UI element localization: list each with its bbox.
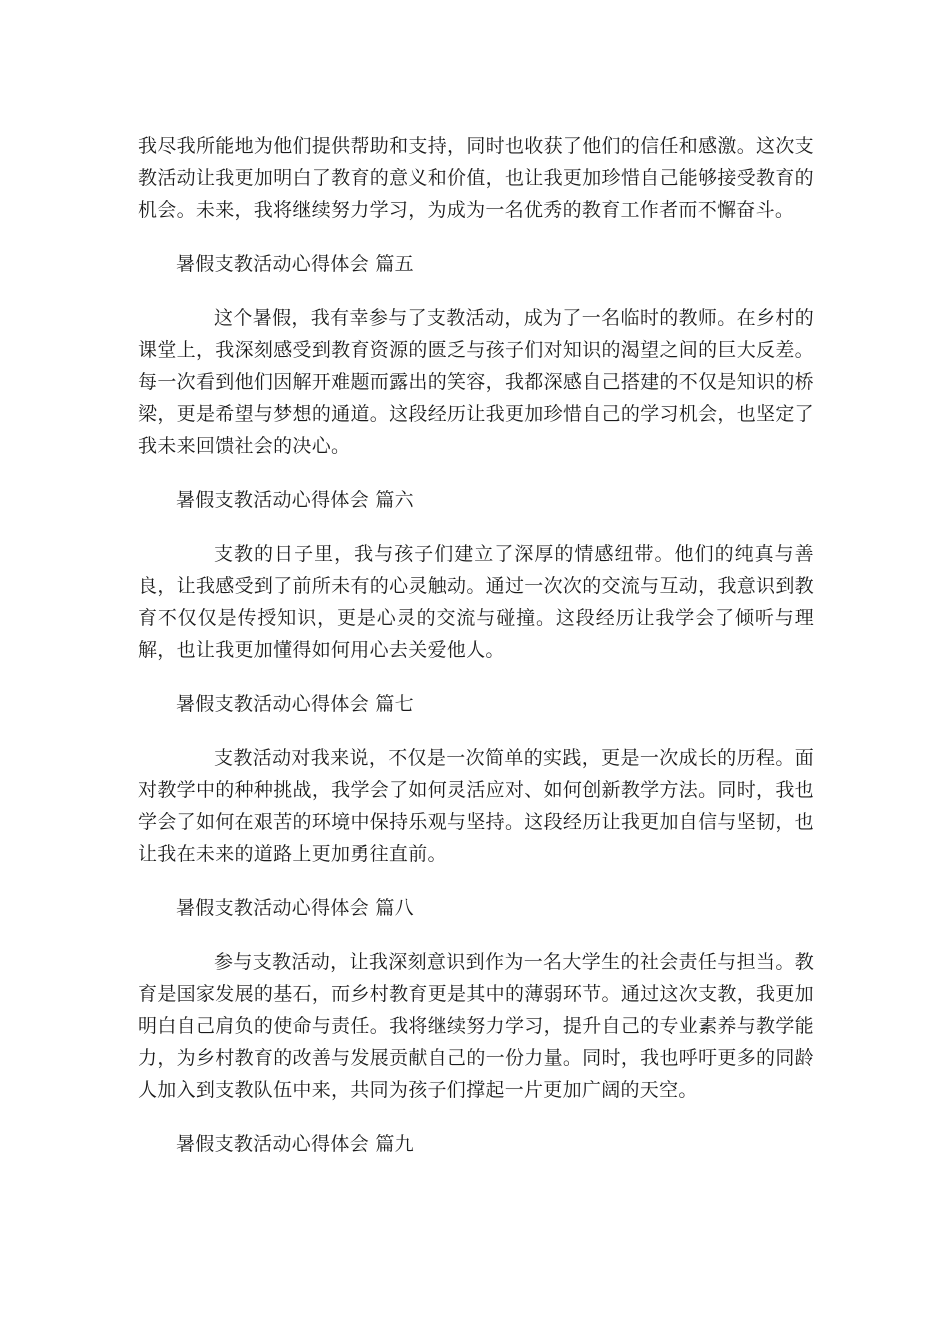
intro-paragraph: 我尽我所能地为他们提供帮助和支持，同时也收获了他们的信任和感激。这次支教活动让我更加明白了教育的意义和价值，也让我更加珍惜自己能够接受教育的机会。未来，我将继续努力学习，为成为一名优秀的教育工作者而不懈奋斗。 — [138, 135, 814, 221]
spacer — [138, 280, 814, 302]
section-body-6: 支教的日子里，我与孩子们建立了深厚的情感纽带。他们的纯真与善良，让我感受到了前所未有的心灵触动。通过一次次的交流与互动，我意识到教育不仅仅是传授知识，更是心灵的交流与碰撞。这段经历让我学会了倾听与理解，也让我更加懂得如何用心去关爱他人。 — [138, 543, 814, 661]
spacer — [138, 226, 814, 248]
section-body-5: 这个暑假，我有幸参与了支教活动，成为了一名临时的教师。在乡村的课堂上，我深刻感受到教育资源的匮乏与孩子们对知识的渴望之间的巨大反差。每一次看到他们因解开难题而露出的笑容，我都深感自己搭建的不仅是知识的桥梁，更是希望与梦想的通道。这段经历让我更加珍惜自己的学习机会，也坚定了我未来回馈社会的决心。 — [138, 307, 814, 457]
section-body-8: 参与支教活动，让我深刻意识到作为一名大学生的社会责任与担当。教育是国家发展的基石，而乡村教育更是其中的薄弱环节。通过这次支教，我更加明白自己肩负的使命与责任。我将继续努力学习，提升自己的专业素养与教学能力，为乡村教育的改善与发展贡献自己的一份力量。同时，我也呼吁更多的同龄人加入到支教队伍中来，共同为孩子们撑起一片更加广阔的天空。 — [138, 951, 814, 1101]
section-heading-9: 暑假支教活动心得体会 篇九 — [176, 1133, 414, 1155]
section-heading-6: 暑假支教活动心得体会 篇六 — [176, 489, 414, 511]
spacer — [138, 1106, 814, 1128]
section-heading-5: 暑假支教活动心得体会 篇五 — [176, 253, 414, 275]
spacer — [138, 924, 814, 946]
spacer — [138, 666, 814, 688]
spacer — [138, 462, 814, 484]
section-body-7: 支教活动对我来说，不仅是一次简单的实践，更是一次成长的历程。面对教学中的种种挑战，我学会了如何灵活应对、如何创新教学方法。同时，我也学会了如何在艰苦的环境中保持乐观与坚持。这段经历让我更加自信与坚韧，也让我在未来的道路上更加勇往直前。 — [138, 747, 814, 865]
section-heading-7: 暑假支教活动心得体会 篇七 — [176, 693, 414, 715]
section-heading-8: 暑假支教活动心得体会 篇八 — [176, 897, 414, 919]
spacer — [138, 720, 814, 742]
spacer — [138, 870, 814, 892]
spacer — [138, 516, 814, 538]
document-page — [138, 130, 814, 1160]
